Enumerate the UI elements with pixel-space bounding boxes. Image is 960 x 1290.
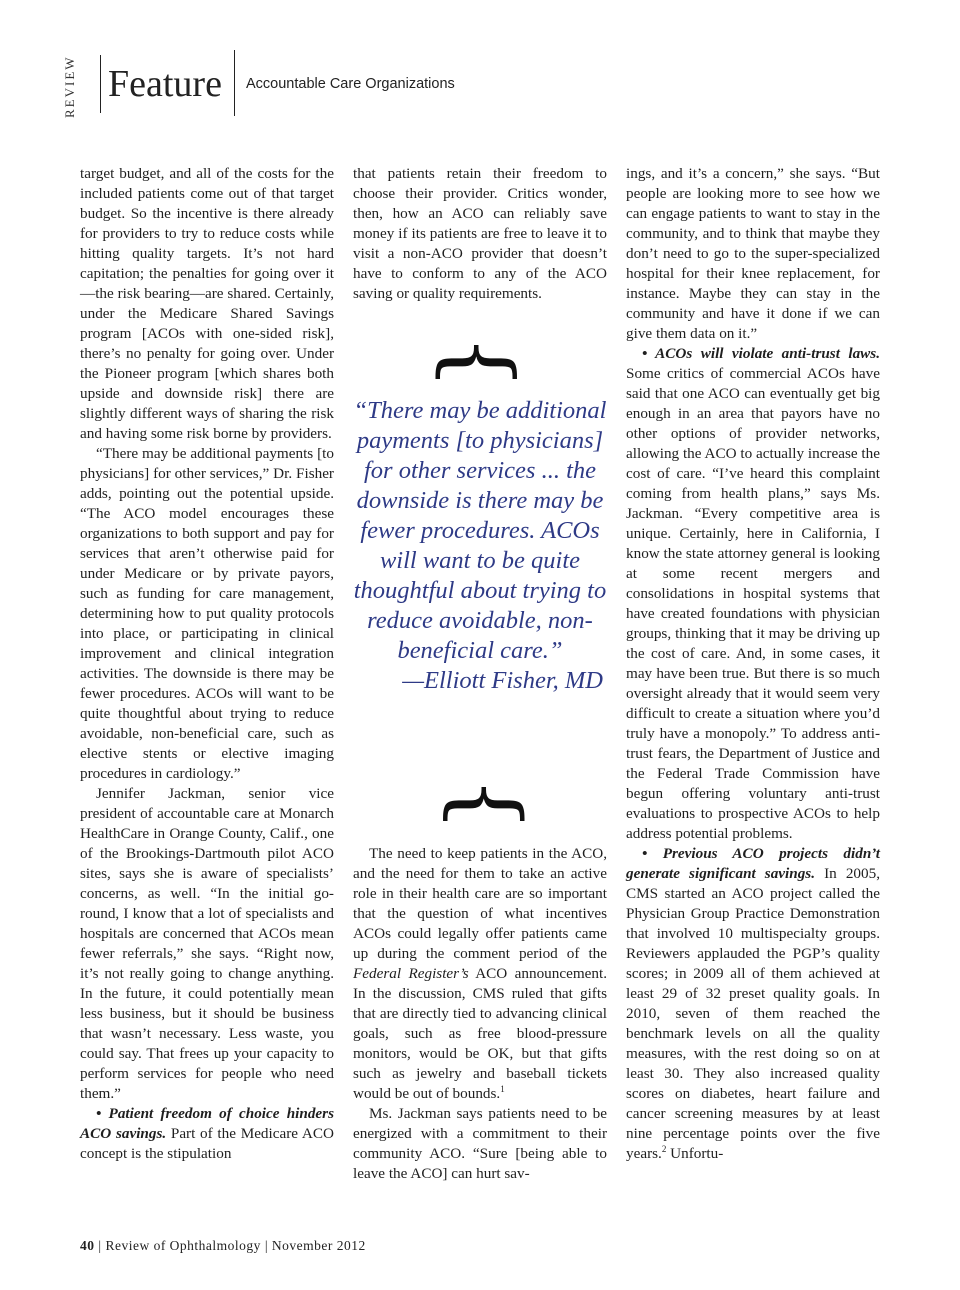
footnote-ref: 2 bbox=[661, 1143, 667, 1154]
paragraph bbox=[626, 844, 880, 1164]
feature-label: Feature bbox=[108, 63, 222, 105]
paragraph-text: Unfortu- bbox=[666, 1145, 724, 1162]
article-column-3 bbox=[626, 164, 880, 1164]
paragraph: Ms. Jackman says patients need to be energized with a commitment to their community ACO. “Sure [being able to leave the ACO] can hurt sav- bbox=[353, 1105, 607, 1182]
page-number: 40 bbox=[80, 1238, 95, 1253]
subhead-previous-projects: • Previous ACO projects didn’t generate significant savings. bbox=[626, 845, 880, 882]
pull-quote-text: “There may be additional payments [to physicians] for other services ... the downside is there may be fewer procedures. ACOs will want to be quite thoughtful about trying to reduce avoidable, non-beneficial care.” bbox=[353, 397, 607, 664]
footnote-ref: 1 bbox=[500, 1083, 505, 1094]
paragraph bbox=[353, 844, 607, 1104]
pull-quote-attribution: —Elliott Fisher, MD bbox=[402, 667, 603, 694]
paragraph-text: The need to keep patients in the ACO, and the need for them to take an active role in their health care are so important that the question of what incentives ACOs could legally offer patients came up during the comment period of the bbox=[353, 845, 607, 962]
footer-separator: | bbox=[264, 1238, 269, 1253]
subhead-anti-trust: • ACOs will violate anti-trust laws. bbox=[642, 345, 880, 362]
paragraph: “There may be additional payments [to physicians] for other services,” Dr. Fisher adds, pointing out the potential upside. “The ACO model encourages these organizations to both support and pay for services that aren’t otherwise paid for under Medicare or by private payors, such as funding for care management, determining how to put quality protocols into place, or participating in clinical improvement and clinical integration activities. The downside is there may be fewer procedures. ACOs will want to be quite thoughtful about trying to reduce avoidable, non-beneficial care, such as elective stents or elective imaging procedures in cardiology.” bbox=[80, 445, 334, 782]
subhead-patient-freedom: • Patient freedom of choice hinders ACO savings. bbox=[80, 1105, 334, 1142]
publication-title: Federal Register’s bbox=[353, 965, 469, 982]
paragraph: ings, and it’s a concern,” she says. “But people are looking more to see how we can engage patients to want to stay in the community, and to think that maybe they don’t need to go to the super-specialized hospital for their knee replacement, for instance. Maybe they can stay in the community and have it done if we can give them data on it.” bbox=[626, 165, 880, 342]
paragraph: target budget, and all of the costs for the included patients come out of that target budget. So the incentive is there already for providers to try to reduce costs while hitting quality targets. It’s not hard capitation; the penalties for going over it—the risk bearing—are shared. Certainly, under the Medicare Shared Savings program [ACOs with one-sided risk], there’s no penalty for going over. Under the Pioneer program [which shares both upside and downside risk] there are slightly different ways of sharing the risk and having some risk borne by providers. bbox=[80, 165, 334, 442]
footer-separator: | bbox=[98, 1238, 102, 1253]
brace-bottom-ornament: } bbox=[428, 776, 531, 832]
brace-top-ornament: { bbox=[429, 334, 532, 390]
paragraph-text: In 2005, CMS started an ACO project called the Physician Group Practice Demonstration that involved 10 multispecialty groups. Reviewers applauded the PGP’s quality scores; in 2009 all of them achieved at least 29 of 32 preset quality goals. In 2010, seven of them reached the benchmark levels on all the quality measures, with the rest doing so on at least 30. They also increased quality scores on diabetes, heart failure and cancer screening measures by at least nine percentage points over the five years. bbox=[626, 865, 880, 1162]
paragraph: that patients retain their freedom to choose their provider. Critics wonder, then, how an ACO can reliably save money if its patients are free to leave it to visit a non-ACO provider that doesn’t have to conform to any of the ACO saving or quality requirements. bbox=[353, 165, 607, 302]
publication-name: Review of Ophthalmology bbox=[105, 1238, 261, 1253]
issue-date: November 2012 bbox=[271, 1238, 366, 1253]
article-column-2-bottom bbox=[353, 844, 607, 1184]
header-divider-left bbox=[100, 55, 101, 113]
pull-quote bbox=[353, 396, 607, 696]
section-title: Accountable Care Organizations bbox=[246, 76, 455, 92]
page-footer bbox=[80, 1238, 366, 1254]
paragraph bbox=[626, 344, 880, 844]
paragraph-text: Some critics of commercial ACOs have said that one ACO can eventually get big enough in an area that payors have no other options of provider networks, allowing the ACO to actually increase the cost of care. “I’ve heard this complaint coming from health plans,” says Ms. Jackman. “Every competitive area is unique. Certainly, here in California, I know the state attorney general is looking at some recent mergers and consolidations in hospital systems that have created foundations with physician groups, thinking that it may be driving up the cost of care. And, in some cases, it may have been true. But there is so much oversight already that it would seem very difficult to create a situation where you’d truly have a monopoly.” To address anti-trust fears, the Department of Justice and the Federal Trade Commission have begun offering voluntary anti-trust evaluations to prospective ACOs to help address potential problems. bbox=[626, 365, 880, 842]
header-divider-right bbox=[234, 50, 235, 116]
paragraph: Jennifer Jackman, senior vice president of accountable care at Monarch HealthCare in Orange County, Calif., one of the Brookings-Dartmouth pilot ACO sites, says she is aware of specialists’ concerns, as well. “In the initial go-round, I know that a lot of specialists and hospitals are concerned that ACOs mean fewer referrals,” she says. “Right now, it’s not really going to change anything. In the future, it could potentially mean less business, but it should be business that wasn’t necessary. Less waste, you could say. That frees up your capacity to perform services for people who need them.” bbox=[80, 785, 334, 1102]
page-header bbox=[0, 0, 960, 130]
paragraph-text: Part of the Medicare ACO concept is the stipulation bbox=[80, 1125, 334, 1162]
review-label: REVIEW bbox=[62, 55, 77, 118]
paragraph bbox=[80, 1104, 334, 1164]
article-column-1 bbox=[80, 164, 334, 1164]
paragraph-text: ACO announcement. In the discussion, CMS ruled that gifts that are directly tied to advancing clinical goals, such as free blood-pressure monitors, would be OK, but that gifts such as jewelry and baseball tickets would be out of bounds. bbox=[353, 965, 607, 1102]
